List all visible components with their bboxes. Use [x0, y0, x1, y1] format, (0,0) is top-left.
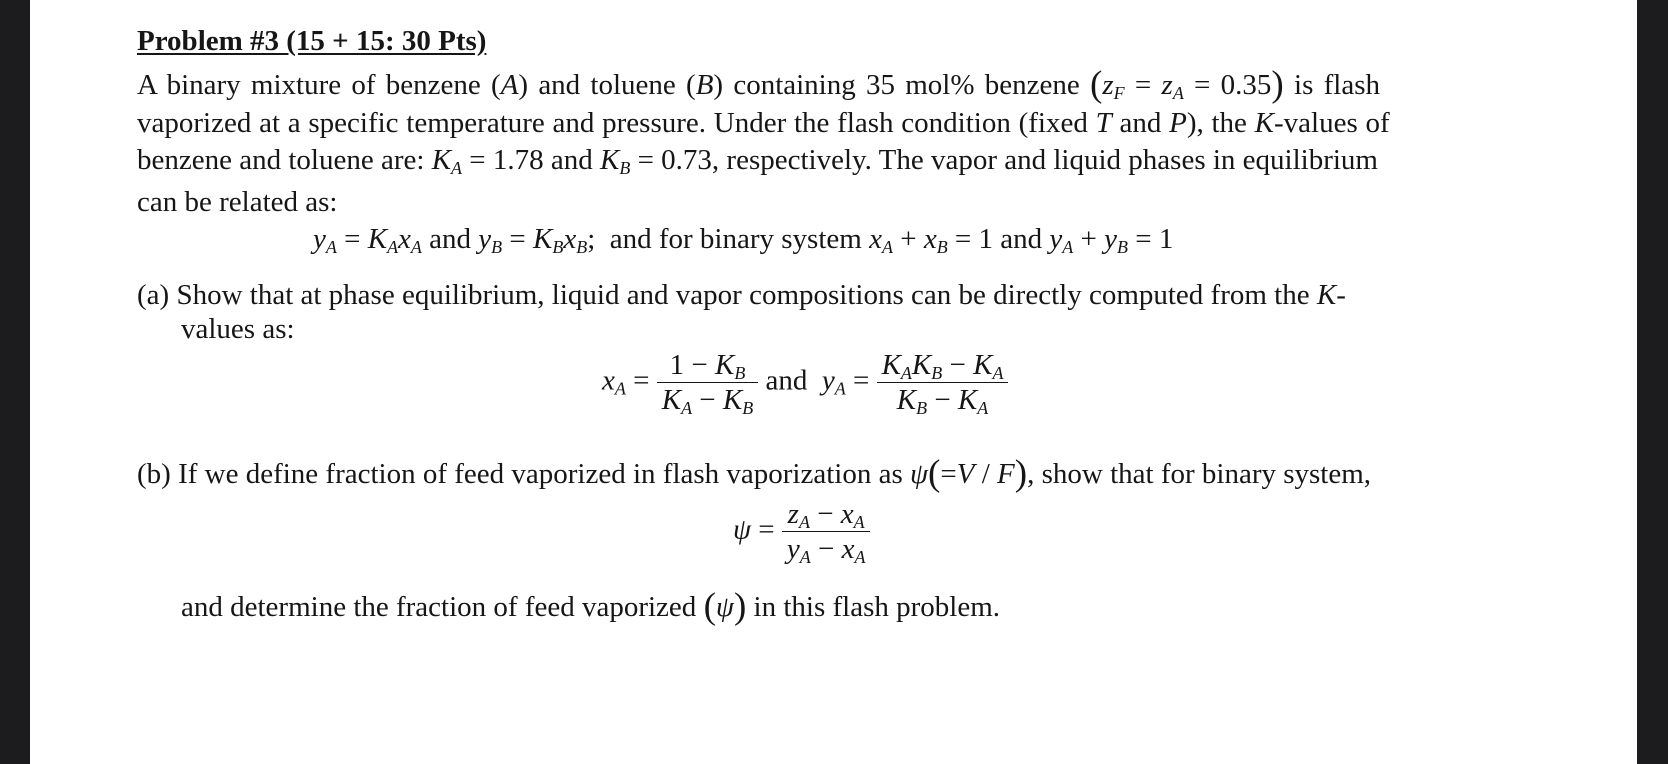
psi-fraction: $\frac{z_A - x_A}{y_A - x_A}$ — [782, 497, 871, 566]
document-page — [30, 0, 1637, 764]
intro-line-4: can be related as: — [137, 186, 338, 218]
intro-line-1: A binary mixture of benzene (A) and toluene (B) containing 35 mol% benzene $(z_F = z_A = 0.35)$ is flash — [137, 63, 1380, 105]
part-a-equations: $x_A$ = $\frac{1 - K_B}{K_A - K_B}$ and $y_A$ = $\frac{K_AK_B - K_A}{K_B - K_A}$ — [602, 348, 1008, 417]
intro-line-2: vaporized at a specific temperature and pressure. Under the flash condition (fixed T and P), the K-values of — [137, 107, 1390, 139]
intro-line-3: benzene and toluene are: $K_A = 1.78$ and $K_B = 0.73$, respectively. The vapor and liquid phases in equilibrium — [137, 144, 1378, 179]
part-a-line-1: (a) Show that at phase equilibrium, liquid and vapor compositions can be directly computed from the K- — [137, 279, 1346, 311]
xa-fraction: $\frac{1 - K_B}{K_A - K_B}$ — [657, 348, 759, 417]
problem-title: Problem #3 (15 + 15: 30 Pts) — [137, 25, 487, 57]
part-b-equation: ψ = $\frac{z_A - x_A}{y_A - x_A}$ — [733, 497, 870, 566]
part-b-line-1: (b) If we define fraction of feed vaporized in flash vaporization as ψ(=V / F), show that for binary system, — [137, 452, 1372, 494]
ya-fraction: $\frac{K_AK_B - K_A}{K_B - K_A}$ — [877, 348, 1009, 417]
equilibrium-relations: $y_A = K_Ax_A$ and $y_B = K_Bx_B$; and for binary system $x_A + x_B = 1$ and $y_A + y_B = 1$ — [313, 223, 1174, 258]
part-a-line-2: values as: — [181, 313, 295, 345]
part-b-closing: and determine the fraction of feed vaporized (ψ) in this flash problem. — [181, 585, 1001, 627]
